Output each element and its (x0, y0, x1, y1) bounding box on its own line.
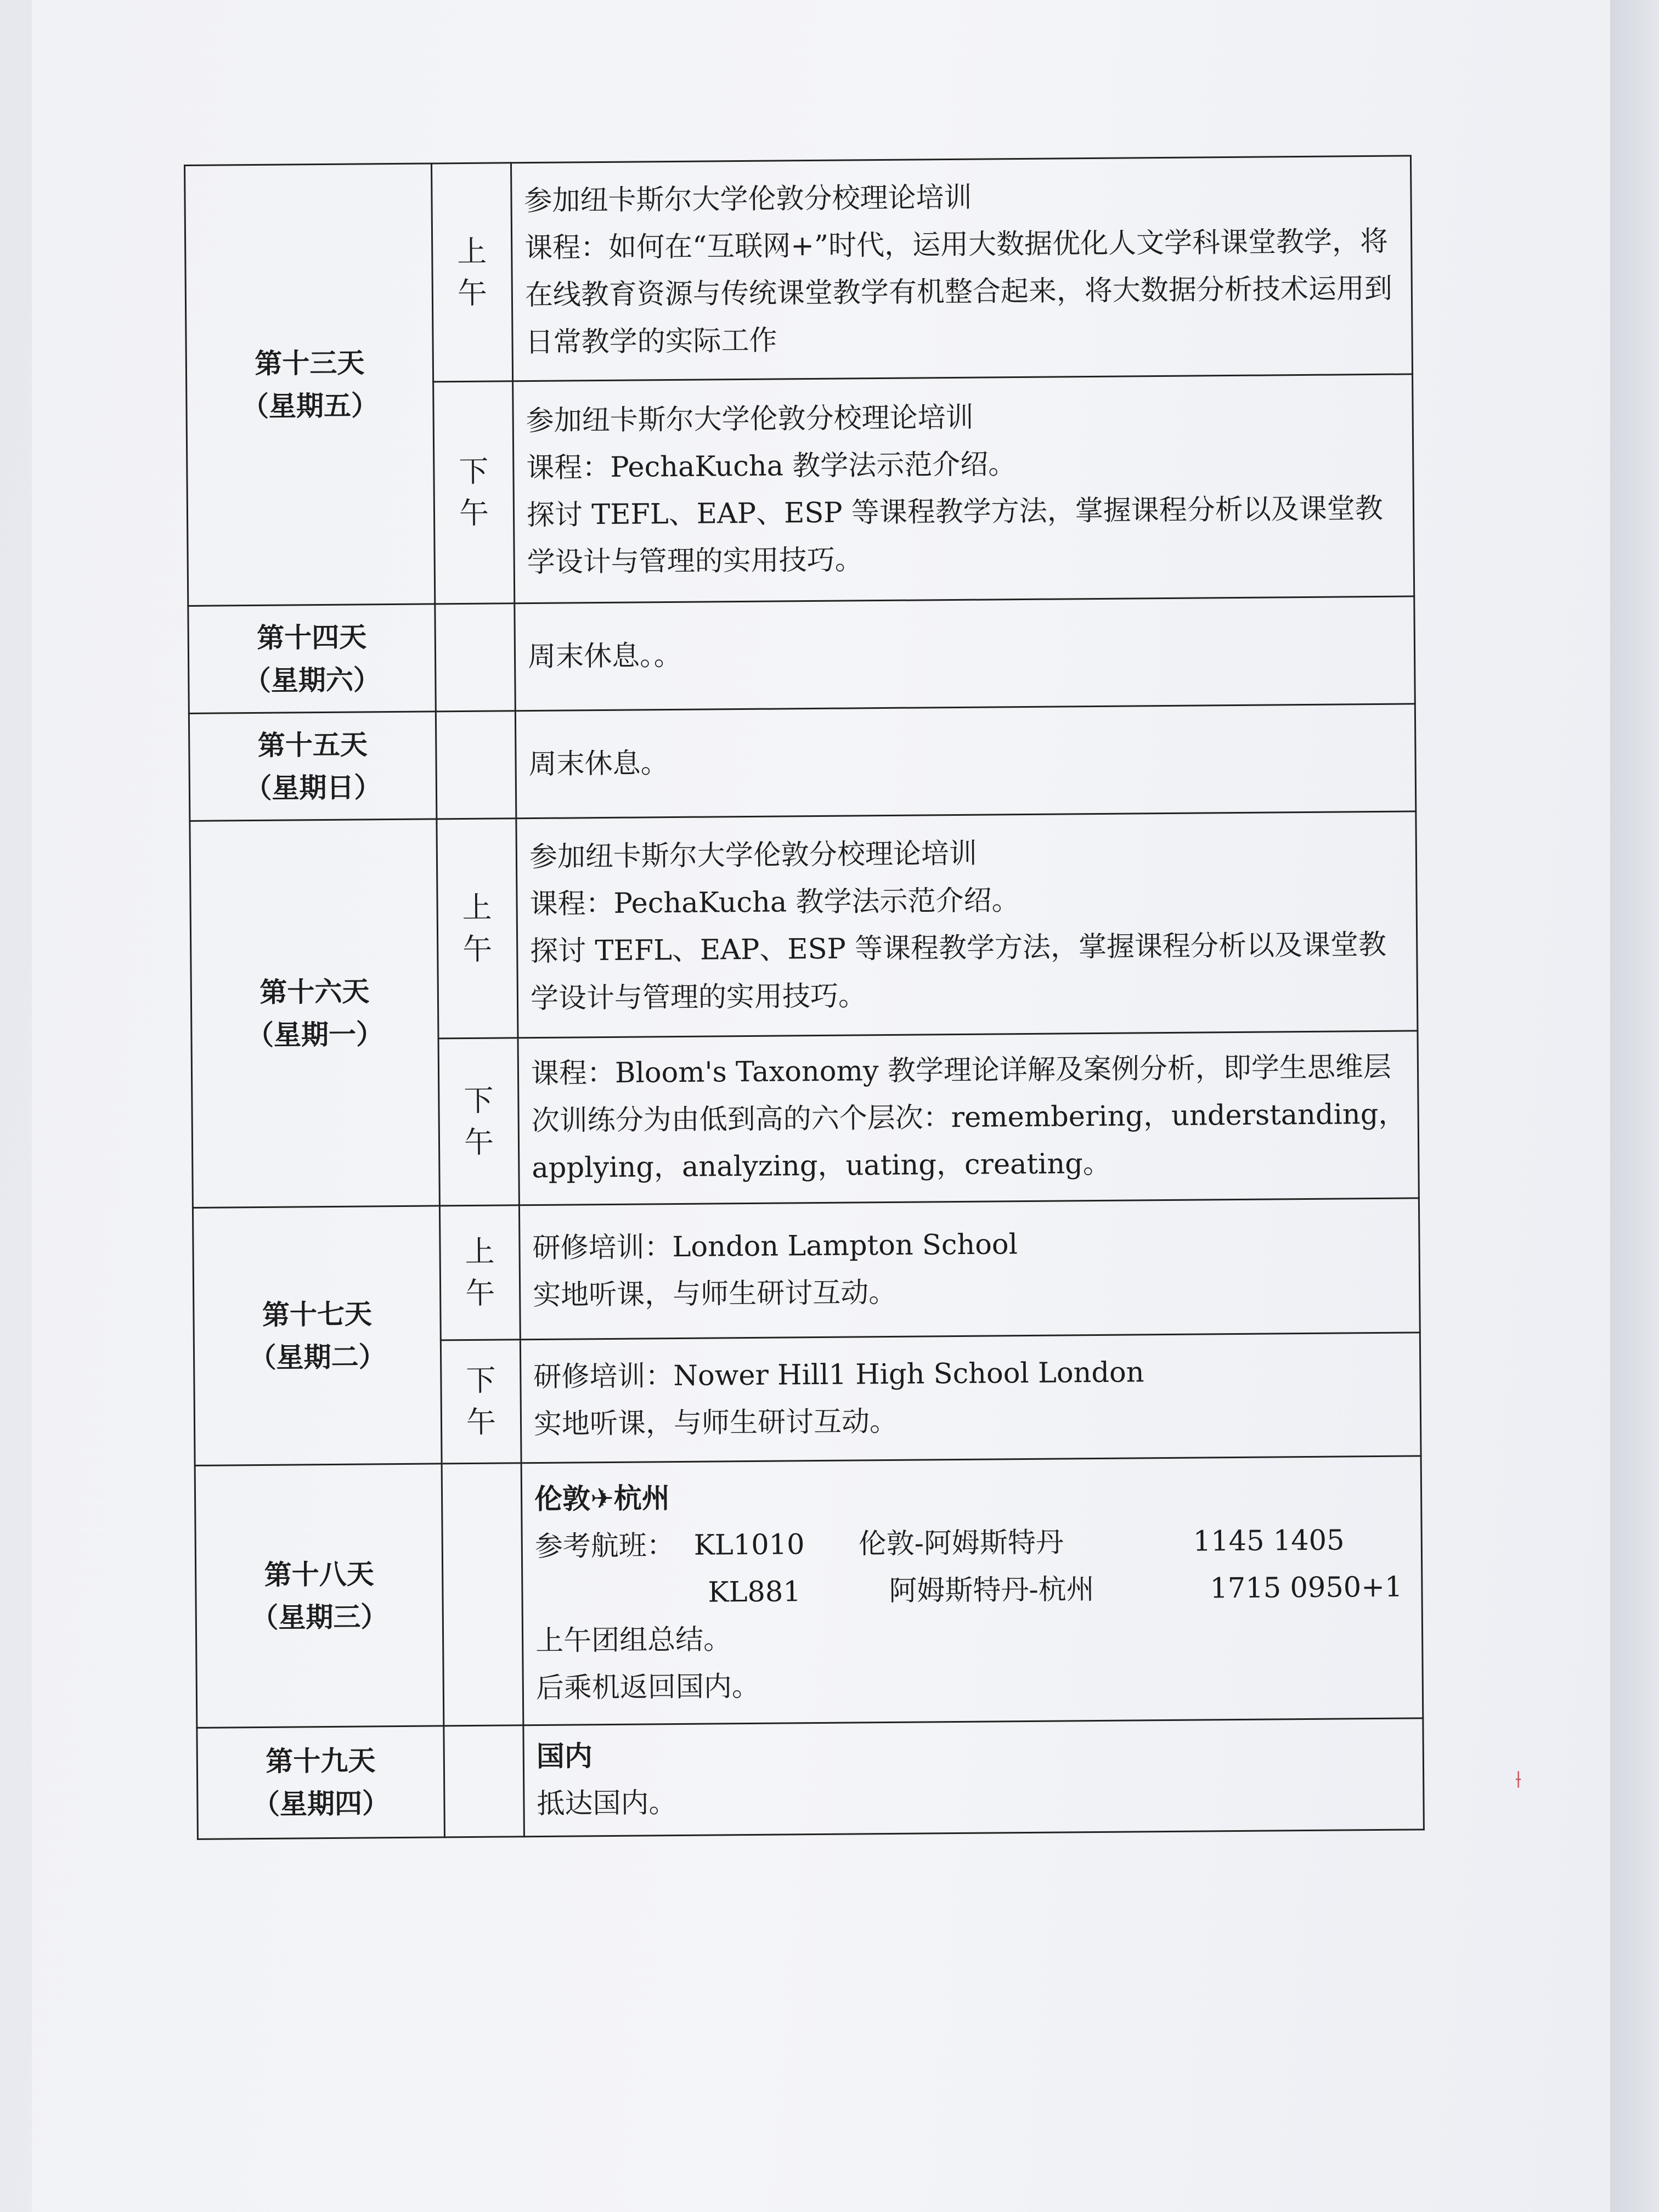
day-18-label: 第十八天 (264, 1558, 374, 1591)
red-stamp-fragment: ⟊ (1515, 1765, 1522, 1793)
flight-2-route: 阿姆斯特丹-杭州 (889, 1573, 1094, 1607)
flight-1-prefix: 参考航班： (534, 1529, 675, 1563)
day-14-weekday: （星期六） (243, 663, 381, 697)
day-16-am-line-3: 探讨 TEFL、EAP、ESP 等课程教学方法，掌握课程分析以及课堂教学设计与管理的实用技巧。 (530, 928, 1387, 1015)
day-13-cell (185, 163, 435, 606)
day-18-cell (195, 1464, 444, 1728)
day-17-pm-content (520, 1333, 1421, 1463)
day-13-am-line-2: 课程：如何在“互联网+”时代，运用大数据优化人文学科课堂教学，将在线教育资源与传统课堂教学有机整合起来，将大数据分析技术运用到日常教学的实际工作 (524, 225, 1393, 359)
day-16-weekday: （星期一） (246, 1018, 384, 1052)
day-13-pm-line-1: 参加纽卡斯尔大学伦敦分校理论培训 (526, 401, 974, 438)
day-15-text: 周末休息。 (528, 747, 669, 781)
day-16-am-line-1: 参加纽卡斯尔大学伦敦分校理论培训 (529, 837, 978, 873)
day-13-pm-content (513, 374, 1414, 603)
day-14-row (188, 596, 1415, 714)
day-16-am-row (190, 811, 1418, 1041)
day-18-note-1: 上午团组总结。 (535, 1623, 732, 1657)
day-18-note-2: 后乘机返回国内。 (535, 1670, 760, 1705)
day-13-label: 第十三天 (255, 347, 365, 380)
day-17-am-line-1: 研修培训：London Lampton School (532, 1228, 1018, 1265)
flight-2-times: 1715 0950+1 (1210, 1571, 1403, 1605)
day-19-cell (197, 1726, 445, 1839)
day-16-am-label: 上 午 (437, 819, 518, 1039)
day-17-cell (193, 1206, 442, 1466)
day-17-am-row (193, 1198, 1420, 1342)
day-16-am-line-2: 课程：PechaKucha 教学法示范介绍。 (529, 884, 1020, 921)
day-18-route: 伦敦✈杭州 (534, 1482, 670, 1516)
day-17-pm-line-1: 研修培训：Nower Hill1 High School London (533, 1356, 1144, 1394)
day-18-weekday: （星期三） (251, 1600, 388, 1634)
day-15-half-empty (436, 711, 516, 819)
day-16-cell (190, 819, 440, 1208)
paper-edge-shadow (1610, 0, 1659, 2212)
day-17-label: 第十七天 (262, 1297, 373, 1331)
day-14-label: 第十四天 (257, 620, 367, 654)
day-16-am-content (516, 811, 1418, 1038)
flight-1-route: 伦敦-阿姆斯特丹 (858, 1526, 1064, 1560)
day-15-label: 第十五天 (257, 728, 368, 761)
day-17-am-content (519, 1198, 1420, 1340)
flight-1-code: KL1010 (693, 1528, 805, 1562)
day-13-am-label: 上 午 (431, 163, 512, 382)
day-14-half-empty (435, 603, 516, 712)
day-16-pm-content (518, 1031, 1419, 1205)
day-13-weekday: （星期五） (241, 390, 379, 423)
day-16-pm-label: 下 午 (438, 1038, 519, 1206)
flight-2-code: KL881 (708, 1575, 802, 1609)
flight-2-prefix (535, 1569, 708, 1617)
day-13-am-content (511, 156, 1412, 381)
day-18-row (195, 1456, 1423, 1728)
day-15-cell (189, 712, 437, 821)
day-19-route: 国内 (536, 1740, 593, 1774)
day-13-pm-label: 下 午 (433, 381, 515, 604)
day-15-row (189, 704, 1415, 821)
flight-row-1 (534, 1516, 1411, 1571)
day-13-pm-line-3: 探讨 TEFL、EAP、ESP 等课程教学方法，掌握课程分析以及课堂教学设计与管理的实用技巧。 (526, 492, 1384, 579)
day-18-content (521, 1456, 1423, 1725)
day-14-content (515, 596, 1415, 711)
day-19-row (197, 1718, 1424, 1839)
flight-row-2 (535, 1564, 1412, 1618)
day-19-half-empty (444, 1725, 524, 1837)
day-19-content (523, 1718, 1424, 1837)
day-19-weekday: （星期四） (252, 1787, 390, 1821)
day-13-pm-line-2: 课程：PechaKucha 教学法示范介绍。 (526, 448, 1017, 485)
day-15-content (515, 704, 1415, 819)
day-17-weekday: （星期二） (249, 1340, 386, 1374)
flight-1-times: 1145 1405 (1193, 1523, 1345, 1558)
day-17-am-line-2: 实地听课，与师生研讨互动。 (532, 1276, 897, 1312)
day-19-note-1: 抵达国内。 (537, 1787, 677, 1821)
day-16-pm-line-1: 课程：Bloom's Taxonomy 教学理论详解及案例分析，即学生思维层次训练分为由低到高的六个层次：remembering，understanding，applying，analyzing，uating，creating。 (531, 1051, 1407, 1185)
day-17-pm-line-2: 实地听课，与师生研讨互动。 (533, 1405, 898, 1441)
itinerary-table (184, 155, 1425, 1839)
day-14-text: 周末休息。。 (527, 639, 682, 673)
day-19-label: 第十九天 (266, 1745, 376, 1778)
day-17-pm-label: 下 午 (441, 1340, 521, 1464)
day-15-weekday: （星期日） (244, 771, 382, 804)
day-14-cell (188, 604, 436, 714)
day-16-label: 第十六天 (259, 975, 370, 1008)
day-17-am-label: 上 午 (439, 1205, 520, 1340)
day-13-am-line-1: 参加纽卡斯尔大学伦敦分校理论培训 (524, 181, 972, 217)
day-13-am-row (185, 156, 1413, 384)
day-18-half-empty (442, 1463, 523, 1726)
